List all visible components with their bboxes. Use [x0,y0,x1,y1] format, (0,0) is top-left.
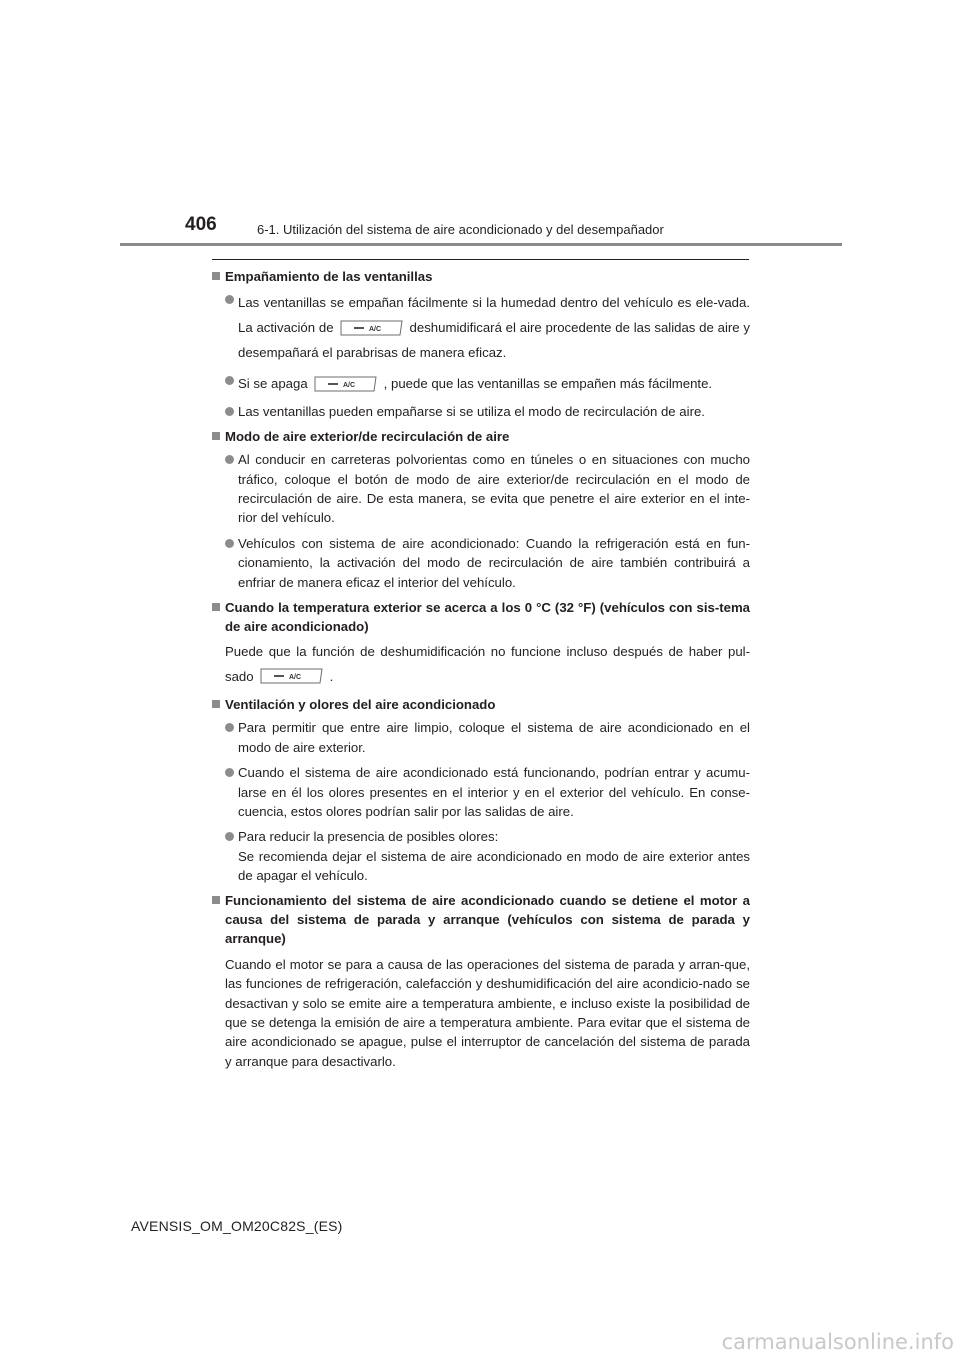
ac-switch-icon [340,319,404,337]
item-text: Para reducir la presencia de posibles olores: [238,829,499,845]
section-title: Ventilación y olores del aire acondicionado [225,696,496,712]
item-text: Si se apaga [238,376,308,392]
paragraph [212,955,750,1071]
page-content [212,264,750,1071]
header-divider [120,243,842,246]
section-square-bullet [212,700,220,708]
item-text: Se recomienda dejar el sistema de aire acondicionado en modo de aire exterior antes de apagar el vehículo. [238,848,750,884]
round-bullet [225,768,234,777]
item-text: Vehículos con sistema de aire acondicionado: Cuando la refrigeración está en fun-cionamiento, la activación del modo de recirculación de aire también contribuirá a enfriar de manera eficaz el interior del vehículo. [238,535,750,590]
item-text: deshumidificará el aire procedente de las salidas de aire y desempañará el parabrisas de manera eficaz. [238,320,750,361]
section-title: Empañamiento de las ventanillas [225,269,433,284]
paragraph [212,639,750,689]
section-recirculation [212,427,750,446]
section-title: Modo de aire exterior/de recirculación de aire [225,428,510,444]
item-text: Las ventanillas se empañan fácilmente si la humedad dentro del vehículo es ele-vada. La activación de [238,295,750,336]
list-item [212,290,750,365]
list-item [212,371,750,396]
section-header-title: 6-1. Utilización del sistema de aire acondicionado y del desempañador [257,222,664,237]
watermark[interactable]: carmanualsonline.info [721,1330,954,1354]
list-item [212,534,750,592]
list-item [212,718,750,757]
section-title: Funcionamiento del sistema de aire acondicionado cuando se detiene el motor a causa del sistema de parada y arranque (vehículos con sistema de parada y arranque) [225,892,750,947]
round-bullet [225,295,234,304]
list-item [212,763,750,821]
section-square-bullet [212,603,220,611]
page-number: 406 [185,214,217,235]
section-title: Cuando la temperatura exterior se acerca a los 0 °C (32 °F) (vehículos con sis-tema de aire acondicionado) [225,600,750,635]
round-bullet [225,455,234,464]
item-text: Las ventanillas pueden empañarse si se utiliza el modo de recirculación de aire. [238,404,705,420]
round-bullet [225,832,234,841]
round-bullet [225,539,234,548]
section-square-bullet [212,432,220,440]
paragraph-text: Puede que la función de deshumidificación no funcione incluso después de haber pul-sado [225,643,750,684]
item-text: Para permitir que entre aire limpio, coloque el sistema de aire acondicionado en el modo de aire exterior. [238,720,750,755]
ac-switch-icon [314,375,378,393]
section-low-temperature [212,598,750,637]
item-text: Al conducir en carreteras polvorientas como en túneles o en situaciones con mucho tráfico, coloque el botón de modo de aire exterior/de recirculación en el modo de recirculación de aire. De esta manera, se evita que penetre el aire exterior en el inte-rior del vehículo. [238,452,750,526]
item-text: , puede que las ventanillas se empañen más fácilmente. [383,376,713,392]
section-fogging [212,267,750,286]
paragraph-text: Cuando el motor se para a causa de las operaciones del sistema de parada y arran-que, las funciones de refrigeración, calefacción y deshumidificación del aire acondicio-nado se desactivan y solo se emite aire a temperatura ambiente, e incluso existe la posibilidad de que se detenga la emisión de aire a temperatura ambiente. Para evitar que el sistema de aire acondicionado se apague, pulse el interruptor de cancelación del sistema de parada y arranque para desactivarlo. [225,956,750,1069]
paragraph-text: . [329,668,334,684]
ac-switch-label: A/C [342,381,355,389]
ac-switch-label: A/C [368,325,381,333]
document-code: AVENSIS_OM_OM20C82S_(ES) [131,1218,343,1234]
content-divider [212,259,749,260]
list-item [212,402,750,421]
section-ventilation-odors [212,695,750,714]
round-bullet [225,376,234,385]
ac-switch-label: A/C [288,674,301,682]
list-item [212,827,750,885]
section-square-bullet [212,272,220,280]
ac-switch-icon [260,667,324,685]
round-bullet [225,723,234,732]
list-item [212,450,750,528]
item-text: Cuando el sistema de aire acondicionado está funcionando, podrían entrar y acumu-larse en él los olores presentes en el interior y en el exterior del vehículo. En conse-cuencia, estos olores podrían salir por las salidas de aire. [238,765,750,819]
round-bullet [225,407,234,416]
section-stop-start [212,891,750,949]
section-square-bullet [212,896,220,904]
